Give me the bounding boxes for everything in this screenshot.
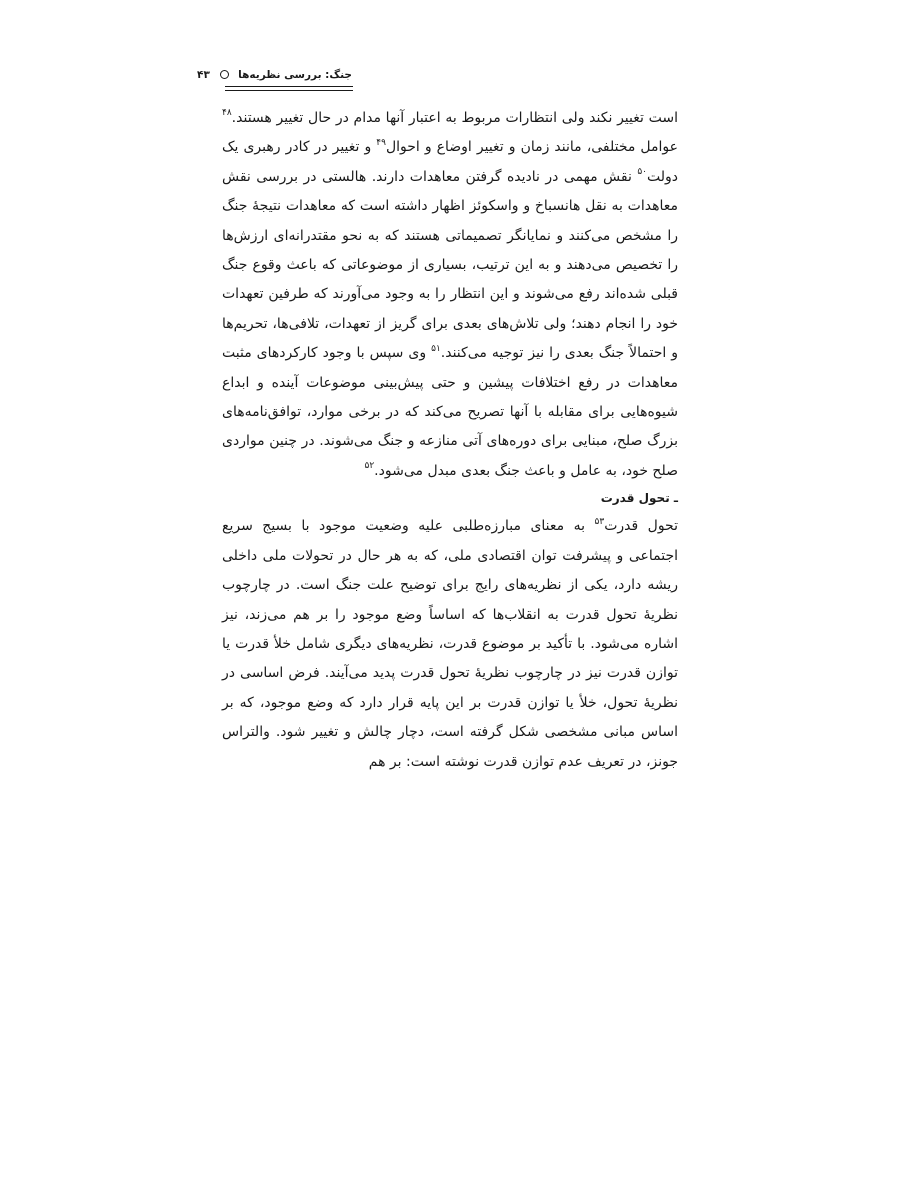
paragraph-1-text-1: است تغییر نکند ولی انتظارات مربوط به اعتبار آنها مدام در حال تغییر هستند.	[231, 110, 678, 126]
paragraph-1-text-5: وی سپس با وجود کارکردهای مثبت معاهدات در رفع اختلافات پیشین و حتی پیش‌بینی موضوعات آینده و ابداع شیوه‌هایی برای مقابله با آنها تصریح می‌کند که در برخی موارد، توافق‌نامه‌های بزرگ صلح، مبنایی برای دوره‌های آتی منازعه و جنگ می‌شوند. در چنین مواردی صلح خود، به عامل و باعث جنگ بعدی مبدل می‌شود.	[222, 345, 678, 479]
running-title: جنگ: بررسی نظریه‌ها	[238, 69, 352, 81]
footnote-ref-49: ۴۹	[376, 137, 386, 148]
footnote-ref-50: ۵۰	[637, 167, 647, 178]
paragraph-1-text-3: و تغییر در کادر رهبری یک دولت	[222, 139, 678, 185]
footnote-ref-52: ۵۲	[364, 461, 375, 472]
paragraph-1-text-4: نقش مهمی در نادیده گرفتن معاهدات دارند. هالستی در بررسی نقش معاهدات به نقل هانسباخ و واسکوئز اظهار داشته است که معاهدات نتیجهٔ جنگ را مشخص می‌کنند و نمایانگر تصمیماتی هستند که به نحو مقتدرانه‌ای ارزش‌ها را تخصیص می‌دهند و به این ترتیب، بسیاری از موضوعاتی که باعث وقوع جنگ قبلی شده‌اند رفع می‌شوند و این انتظار را به وجود می‌آورند که طرفین تعهدات خود را انجام دهند؛ ولی تلاش‌های بعدی برای گریز از تعهدات، تلافی‌ها، تحریم‌ها و احتمالاً جنگ بعدی را نیز توجیه می‌کنند.	[222, 168, 679, 362]
section-heading-power-transition: ـ تحول قدرت	[600, 491, 678, 506]
paragraph-treaties	[222, 104, 678, 486]
paragraph-1-text-2: عوامل مختلفی، مانند زمان و تغییر اوضاع و احوال	[385, 139, 678, 156]
circle-separator-icon	[220, 70, 229, 79]
paragraph-2-text-1: تحول قدرت	[604, 518, 678, 535]
header-double-rule	[225, 86, 353, 91]
running-header	[197, 66, 352, 84]
footnote-ref-51: ۵۱	[431, 343, 441, 354]
page-number: ۴۳	[197, 69, 210, 81]
footnote-ref-48: ۴۸	[222, 108, 232, 119]
paragraph-2-text-2: به معنای مبارزه‌طلبی علیه وضعیت موجود با بسیج سریع اجتماعی و پیشرفت توان اقتصادی ملی، که به هر حال در تحولات ملی داخلی ریشه دارد، یکی از نظریه‌های رایج برای توضیح علت جنگ است. در چارچوب نظریهٔ تحول قدرت به انقلاب‌ها که اساساً وضع موجود را بر هم می‌زند، نیز اشاره می‌شود. با تأکید بر موضوع قدرت، نظریه‌های دیگری شامل خلأ قدرت یا توازن قدرت نیز در چارچوب نظریهٔ تحول قدرت پدید می‌آیند. فرض اساسی در نظریهٔ تحول، خلأ یا توازن قدرت بر این پایه قرار دارد که وضع موجود، که بر اساس مبانی مشخصی شکل گرفته است، دچار چالش و تغییر شود. والتراس جونز، در تعریف عدم توازن قدرت نوشته است: بر هم	[222, 518, 678, 770]
paragraph-power-transition	[222, 512, 678, 777]
main-text	[222, 104, 678, 777]
footnote-ref-53: ۵۳	[594, 516, 605, 527]
